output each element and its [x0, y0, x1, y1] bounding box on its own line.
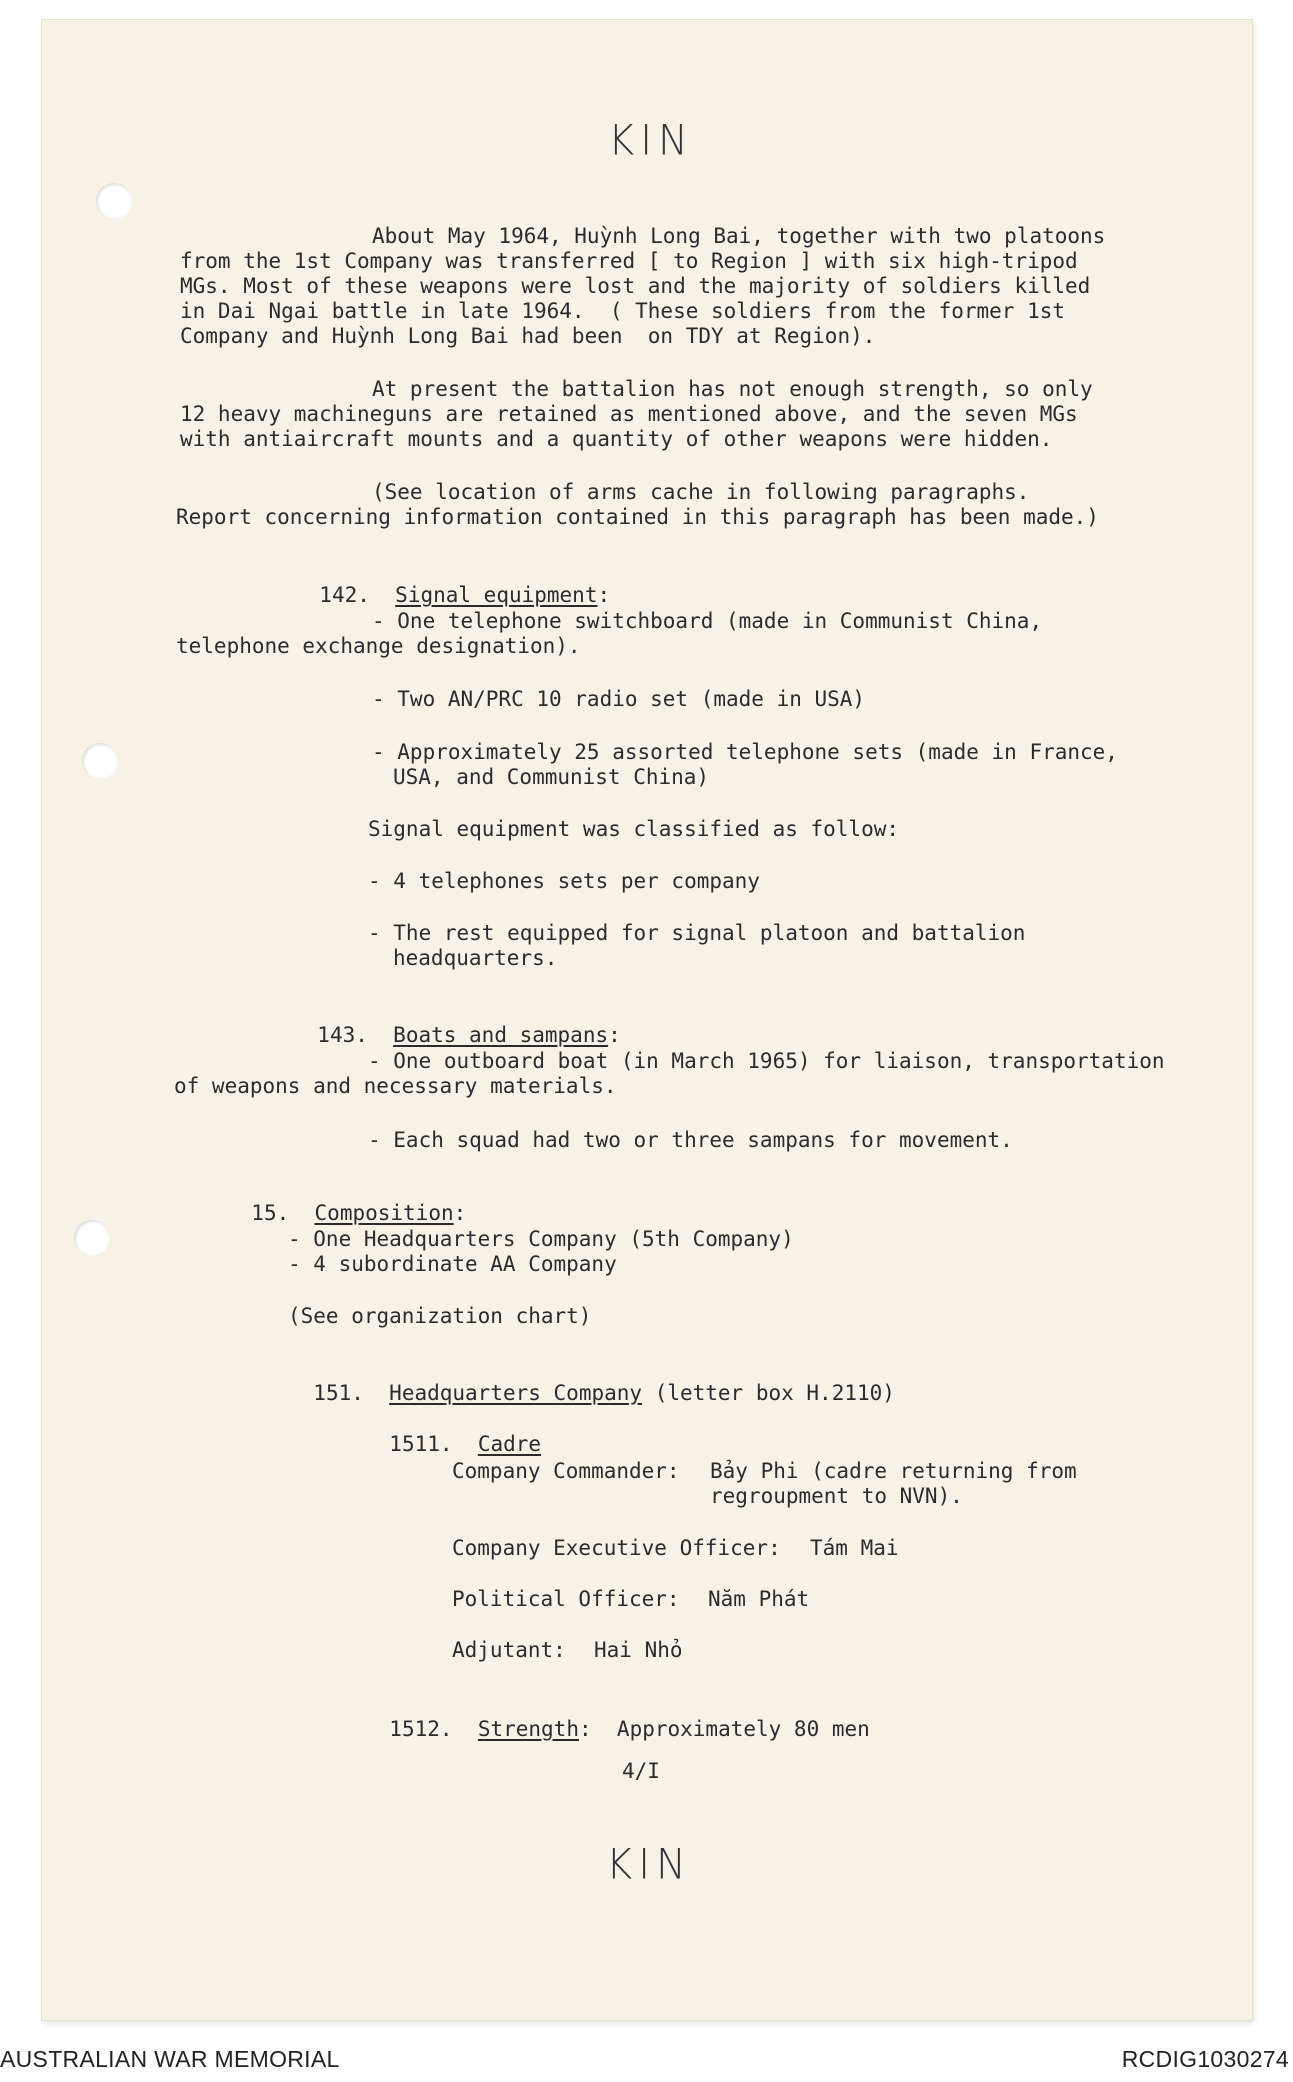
- list-item: - Each squad had two or three sampans for movement.: [368, 1128, 1013, 1152]
- punch-hole-bottom: [74, 1220, 110, 1256]
- intro-line: About May 1964, Huỳnh Long Bai, together with two platoons: [372, 224, 1106, 248]
- section-143-heading: 143. Boats and sampans:: [317, 1023, 621, 1047]
- list-item: - Two AN/PRC 10 radio set (made in USA): [372, 687, 866, 711]
- section-1511-heading: [364, 1405, 541, 1457]
- punch-hole-middle: [82, 743, 118, 779]
- section-title: Strength: [477, 1717, 579, 1741]
- intro-line: from the 1st Company was transferred [ to Region ] with six high-tripod: [180, 249, 1078, 273]
- list-item: telephone exchange designation).: [176, 634, 581, 658]
- section-number: 151.: [313, 1381, 364, 1405]
- intro-line: Company and Huỳnh Long Bai had been on TDY at Region).: [180, 324, 876, 348]
- political-officer-value: Năm Phát: [708, 1587, 810, 1611]
- intro-line: At present the battalion has not enough strength, so only: [372, 377, 1093, 401]
- commander-value: regroupment to NVN).: [710, 1484, 963, 1508]
- exec-officer-value: Tám Mai: [810, 1536, 899, 1560]
- list-item: - 4 subordinate AA Company: [288, 1252, 617, 1276]
- page-number: 4/I: [622, 1759, 660, 1783]
- intro-line: MGs. Most of these weapons were lost and the majority of soldiers killed: [180, 274, 1091, 298]
- footer-source: AUSTRALIAN WAR MEMORIAL: [0, 2046, 340, 2072]
- intro-line: Report concerning information contained in this paragraph has been made.): [176, 505, 1099, 529]
- list-item: headquarters.: [393, 946, 558, 970]
- list-item: - 4 telephones sets per company: [368, 869, 760, 893]
- list-item: - Approximately 25 assorted telephone sets (made in France,: [372, 740, 1118, 764]
- section-title: Composition: [314, 1201, 454, 1225]
- section-title: Boats and sampans: [393, 1023, 609, 1047]
- section-number: 1512.: [389, 1717, 453, 1741]
- adjutant-value: Hai Nhỏ: [594, 1638, 683, 1662]
- intro-line: 12 heavy machineguns are retained as mentioned above, and the seven MGs: [180, 402, 1078, 426]
- commander-label: Company Commander:: [452, 1459, 680, 1483]
- section-title: Signal equipment: [395, 583, 598, 607]
- commander-value: Bảy Phi (cadre returning from: [710, 1459, 1077, 1483]
- list-item: USA, and Communist China): [393, 765, 710, 789]
- section-151-heading: 151. Headquarters Company (letter box H.2110): [313, 1381, 895, 1405]
- classification-stamp-top: KIN: [608, 116, 694, 166]
- list-item: - One Headquarters Company (5th Company): [288, 1227, 794, 1251]
- section-number: 142.: [319, 583, 370, 607]
- adjutant-label: Adjutant:: [452, 1638, 566, 1662]
- list-item: of weapons and necessary materials.: [174, 1074, 617, 1098]
- paragraph-line: Signal equipment was classified as follow:: [368, 817, 900, 841]
- classification-stamp-bottom: KIN: [606, 1840, 692, 1890]
- section-1512-heading: 1512. Strength: Approximately 80 men: [389, 1717, 870, 1741]
- list-item: - The rest equipped for signal platoon and battalion: [368, 921, 1026, 945]
- section-15-heading: 15. Composition:: [251, 1201, 467, 1225]
- intro-line: with antiaircraft mounts and a quantity of other weapons were hidden.: [180, 427, 1053, 451]
- intro-line: (See location of arms cache in following paragraphs.: [372, 480, 1030, 504]
- intro-line: in Dai Ngai battle in late 1964. ( These soldiers from the former 1st: [180, 299, 1066, 323]
- list-item: - One outboard boat (in March 1965) for liaison, transportation: [368, 1049, 1165, 1073]
- section-number: 15.: [251, 1201, 290, 1225]
- section-number: 143.: [317, 1023, 368, 1047]
- punch-hole-top: [96, 183, 132, 219]
- exec-officer-label: Company Executive Officer:: [452, 1536, 781, 1560]
- strength-value: Approximately 80 men: [616, 1717, 870, 1741]
- section-title: Headquarters Company: [389, 1381, 643, 1405]
- section-title: Cadre: [477, 1432, 542, 1456]
- section-number: 1511.: [389, 1432, 453, 1456]
- footer-id: RCDIG1030274: [1121, 2046, 1289, 2072]
- section-142-heading: 142. Signal equipment:: [319, 583, 611, 607]
- paragraph-line: (See organization chart): [288, 1304, 592, 1328]
- political-officer-label: Political Officer:: [452, 1587, 680, 1611]
- list-item: - One telephone switchboard (made in Communist China,: [372, 609, 1043, 633]
